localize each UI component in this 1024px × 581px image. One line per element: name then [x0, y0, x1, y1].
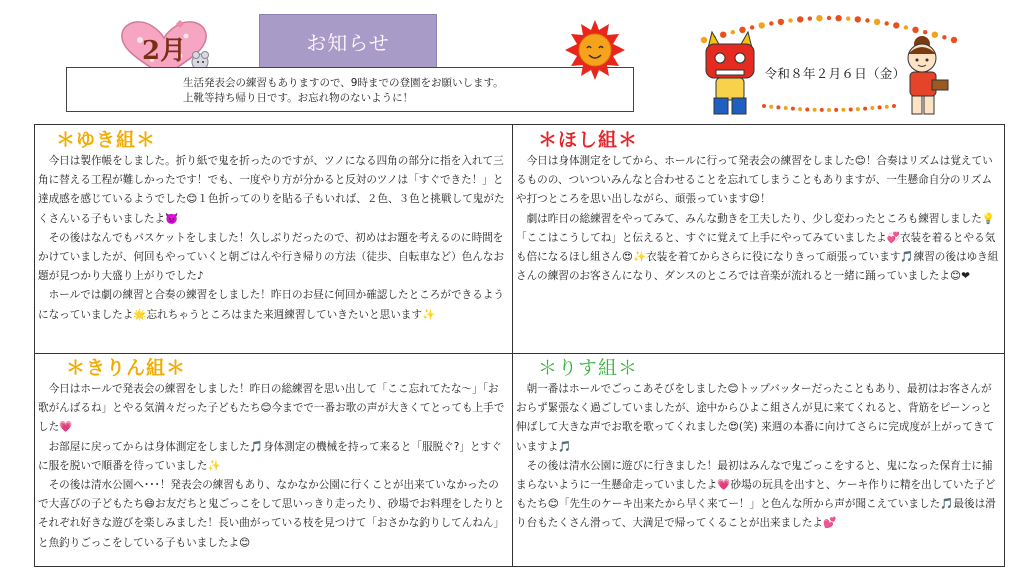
section-title-risu: ＊りす組＊: [538, 357, 639, 379]
paragraph: 今日はホールで発表会の練習をしました！昨日の総練習を思い出して「ここ忘れてたな～」「お歌がんばるね」とやる気満々だった子どもたち😊今までで一番お歌の声が大きくてとっても上手でした💗: [38, 383, 505, 434]
frame-dot: [813, 108, 817, 112]
frame-dot: [778, 19, 784, 25]
frame-dot: [797, 16, 803, 22]
oni-child-icon: [698, 28, 762, 120]
frame-dot: [870, 106, 874, 110]
frame-dot: [827, 108, 831, 112]
section-title-yuki: ＊ゆき組＊: [56, 129, 157, 151]
frame-dot: [762, 104, 766, 108]
grid-divider-horizontal: [34, 353, 1005, 354]
frame-dot: [798, 107, 802, 111]
frame-dot: [776, 105, 780, 109]
section-title-kirin: ＊きりん組＊: [66, 357, 187, 379]
date-label: 令和８年２月６日（金）: [764, 66, 906, 81]
paragraph: その後は清水公園に遊びに行きました！最初はみんなで鬼ごっこをすると、鬼になった保育士に捕まらないように一生懸命走っていましたよ💗砂場の玩具を出すと、ケーキ作りに精を出していた子どもたち😊「先生のケーキ出来たから早く来てー！」と色んな所から声が聞こえていました🎵最後は滑り台もたくさん滑って、大満足で帰ってくることが出来ましたよ💕: [516, 459, 996, 530]
frame-dot: [788, 18, 792, 22]
frame-dot: [834, 108, 838, 112]
frame-dot: [827, 16, 831, 20]
section-hoshi: [516, 128, 1002, 286]
paragraph: その後は清水公園へ･･･！発表会の練習もあり、なかなか公園に行くことが出来ていなかったので大喜びの子どもたち😄お友だちと鬼ごっこをして思いっきり走ったり、砂場でお料理をしたりとそれぞれ好きな遊びを楽しみました！長い曲がっている枝を見つけて「おさかな釣りしてんねん」と魚釣りごっこをしている子もいましたよ😊: [38, 479, 505, 549]
paragraph: お部屋に戻ってからは身体測定をしました🎵身体測定の機械を持って来ると「服脱ぐ?」とすぐに服を脱いで順番を待っていました✨: [38, 440, 502, 472]
sun-illustration: [563, 18, 627, 82]
frame-dot: [863, 107, 867, 111]
sun-icon: [563, 18, 627, 82]
frame-dot: [865, 18, 869, 22]
paragraph: 朝一番はホールでごっこあそびをしました😊トップバッターだったこともあり、最初はお客さんがおらず緊張なく過ごしていましたが、途中からひよこ組さんが見に来てくれると、背筋をピーンっと伸ばして大きな声でお歌を歌ってくれました😍(笑) 来週の本番に向けてさらに完成度が上がってきていますよ🎵: [516, 383, 995, 453]
frame-dot: [816, 15, 822, 21]
section-risu: [516, 356, 1002, 534]
paragraph: 今日は製作帳をしました。折り紙で鬼を折ったのですが、ツノになる四角の部分に指を入れて三角に替える工程が難しかったです！でも、一度やり方が分かると反対のツノは「すぐできた！」と達成感を感じているようでした😊１色折ってのりを貼る子もいれば、２色、３色と挑戦して鬼がたくさんいる子もいましたよ👿: [38, 155, 505, 225]
frame-dot: [784, 106, 788, 110]
grid-divider-vertical: [512, 124, 513, 567]
paragraph: その後はなんでもバスケットをしました！久しぶりだったので、初めはお題を考えるのに時間をかけていましたが、何回もやっていくと朝ごはんや行き帰りの方法（徒歩、自転車など）色んなお題が見つかり大盛り上がりでした♪: [38, 231, 505, 283]
section-title-hoshi: ＊ほし組＊: [538, 129, 639, 151]
section-kirin: [38, 356, 508, 553]
frame-dot: [769, 105, 773, 109]
frame-dot: [885, 105, 889, 109]
frame-dot: [878, 105, 882, 109]
frame-dot: [856, 107, 860, 111]
page-title: お知らせ: [259, 14, 437, 68]
paragraph: 今日は身体測定をしてから、ホールに行って発表会の練習をしました😊！合奏はリズムは覚えているものの、ついついみんなと合わせることを忘れてしまうこともありますが、一生懸命自分のリズムや打つところを思い出しながら、頑張っています😉！: [516, 155, 993, 206]
notice-line-1: 生活発表会の練習もありますので、9時までの登園をお願いします。: [183, 77, 504, 89]
frame-dot: [874, 19, 880, 25]
frame-dot: [820, 108, 824, 112]
frame-dot: [885, 21, 889, 25]
frame-dot: [846, 16, 850, 20]
section-yuki: [38, 128, 508, 325]
paragraph: ホールでは劇の練習と合奏の練習をしました！昨日のお昼に何回か確認したところができるようになっていましたよ🌟忘れちゃうところはまた来週練習していきたいと思います✨: [38, 289, 504, 321]
paragraph: 劇は昨日の総練習をやってみて、みんな動きを工夫したり、少し変わったところも練習しました💡「ここはこうしてね」と伝えると、すぐに覚えて上手にやってみていましたよ💞衣装を着るとやる気も倍になるほし組さん😍✨衣装を着てからさらに役になりきって頑張っています🎵練習の後はゆき組さんの練習のお客さんになり、ダンスのところでは音楽が流れると一緒に踊っていましたよ😊❤: [516, 212, 999, 283]
frame-dot: [841, 108, 845, 112]
frame-dot: [893, 22, 899, 28]
notice-box: [66, 67, 634, 112]
frame-dot: [805, 108, 809, 112]
frame-dot: [808, 16, 812, 20]
month-label: 2月: [142, 36, 187, 66]
oni-mask-child-illustration: [698, 28, 762, 120]
frame-dot: [835, 15, 841, 21]
frame-dot: [769, 21, 773, 25]
frame-dot: [791, 107, 795, 111]
frame-dot: [855, 16, 861, 22]
frame-dot: [849, 108, 853, 112]
notice-line-2: 上靴等持ち帰り日です。お忘れ物のないように！: [183, 91, 414, 104]
